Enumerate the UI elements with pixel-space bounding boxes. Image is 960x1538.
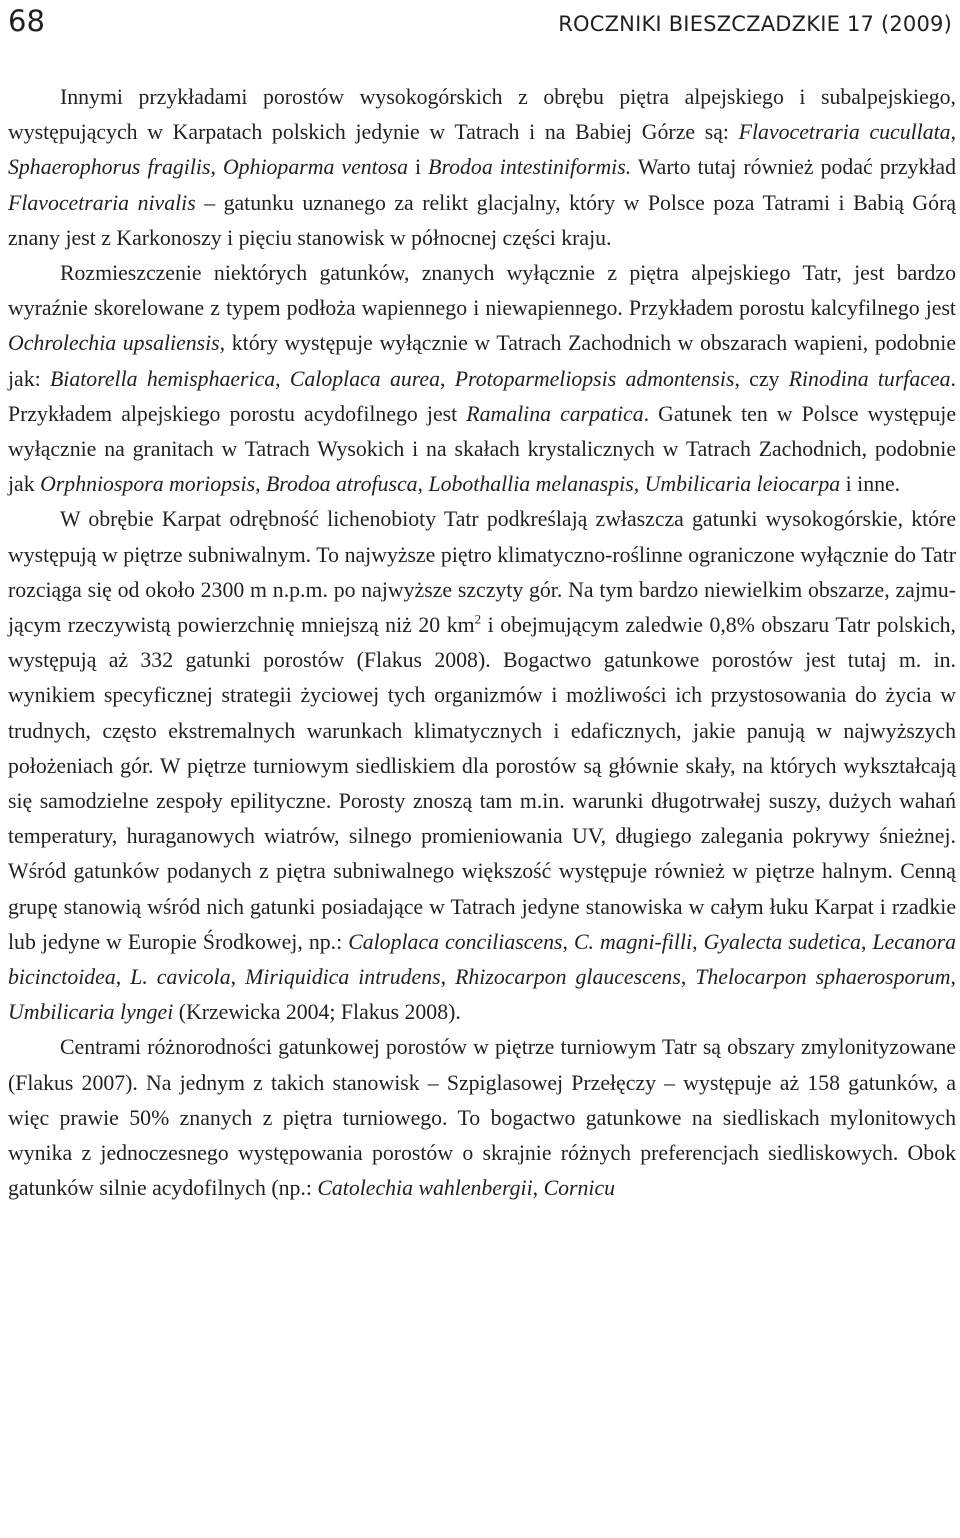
species-name: Brodoa atrofusca xyxy=(265,472,418,497)
text-run: i xyxy=(407,155,429,180)
article-body xyxy=(8,80,956,1207)
text-run: , xyxy=(633,472,645,497)
species-name: Rinodina turfacea xyxy=(788,366,951,391)
paragraph xyxy=(8,1030,956,1206)
text-run: , xyxy=(562,929,574,954)
species-name: Caloplaca aurea xyxy=(289,366,441,391)
page-number: 68 xyxy=(8,4,45,38)
species-name: Catolechia wahlenbergii xyxy=(317,1176,533,1201)
text-run: i inne. xyxy=(840,472,901,497)
species-name: Rhizocarpon glaucescens xyxy=(455,965,681,990)
paragraph xyxy=(8,80,956,256)
page-header xyxy=(0,0,960,70)
text-run: W obrębie Karpat odrębność lichenobioty Tatr podkreślają zwłaszcza gatunki wysokogórskie, które występują w piętrze subniwalnym. To najwyższe piętro klimatyczno-roślinne ograniczone wyłącznie do Tatr rozciąga się od około 2300 m n.p.m. po najwyższe szczyty gór. Na tym bardzo niewielkim obszarze, zajmującym rzeczywistą powierzchnię mniejszą niż 20 km xyxy=(8,507,956,638)
text-run: , xyxy=(440,366,455,391)
text-run: , xyxy=(230,965,246,990)
text-run: , xyxy=(210,155,223,180)
paragraph xyxy=(8,256,956,502)
species-name: C. magni-filli xyxy=(573,929,693,954)
text-run: – gatunku uznanego za relikt glacjalny, który w Polsce poza Tatrami i Babią Górą znany jest z Karkonoszy i pięciu stanowisk w północnej części kraju. xyxy=(8,190,957,250)
text-run: , xyxy=(115,965,131,990)
text-run: , xyxy=(950,120,957,145)
species-name: Flavocetraria nivalis xyxy=(8,190,196,215)
species-name: Biatorella hemisphaerica xyxy=(49,366,276,391)
species-name: Miriquidica intrudens xyxy=(245,965,441,990)
species-name: Thelocarpon sphaerosporum xyxy=(695,965,951,990)
text-run: (Krzewicka 2004; Flakus 2008). xyxy=(173,1000,461,1025)
text-run: . Gatunek ten w Polsce występuje wyłącznie na granitach w Tatrach Wysokich i na skałach krystalicznych w Tatrach Zachodnich, podobnie jak xyxy=(8,401,957,497)
species-name: Lecanora bicinctoidea xyxy=(8,929,956,990)
superscript: 2 xyxy=(474,611,482,627)
species-name: Gyalecta sudetica xyxy=(703,929,861,954)
text-run: , xyxy=(417,472,429,497)
text-run: , xyxy=(440,965,456,990)
text-run: , który występuje wyłącznie w Tatrach Zachodnich w obszarach wapieni, podobnie jak: xyxy=(8,331,956,391)
species-name: Ramalina carpatica xyxy=(466,401,644,426)
text-run: Rozmieszczenie niektórych gatunków, znanych wyłącznie z piętra alpejskiego Tatr, jest bardzo wyraźnie skorelowane z typem podłoża wapiennego i niewapiennego. Przykładem porostu kalcyfilnego jest xyxy=(8,261,956,321)
species-name: Umbilicaria lyngei xyxy=(8,1000,174,1025)
species-name: Brodoa intestiniformis. xyxy=(428,155,632,180)
species-name: Protoparmeliopsis admontensis xyxy=(454,366,735,391)
text-run: Innymi przykładami porostów wysokogórskich z obrębu piętra alpejskiego i subalpejskiego, występujących w Karpatach polskich jedynie w Tatrach i na Babiej Górze są: xyxy=(8,85,956,145)
species-name: Flavocetraria cucullata xyxy=(738,120,951,145)
species-name: Ophioparma ventosa xyxy=(222,155,408,180)
text-run: Centrami różnorodności gatunkowej porostów w piętrze turniowym Tatr są obszary zmylonityzowane (Flakus 2007). Na jednym z takich stanowisk – Szpiglasowej Przełęczy – występuje aż 158 gatunków, a więc prawie 50% znanych z piętra turniowego. To bogactwo gatunkowe na siedliskach mylonitowych wynika z jednoczesnego występowania porostów o skrajnie różnych preferencjach siedliskowych. Obok gatunków silnie acydofilnych (np.: xyxy=(8,1035,956,1201)
species-name: Caloplaca conciliascens xyxy=(348,929,563,954)
text-run: . Przykładem alpejskiego porostu acydofilnego jest xyxy=(8,366,956,426)
text-run: i obejmującym zaledwie 0,8% obszaru Tatr polskich, występują aż 332 gatunki porostów (Flakus 2008). Bogactwo gatunkowe porostów jest tutaj m. in. wynikiem specyficznej strategii życiowej tych organizmów i możliwości ich przystosowania do życia w trudnych, często ekstremalnych warunkach klimatycznych i edaficznych, jakie panują w najwyższych położeniach gór. W piętrze turniowym siedliskiem dla porostów są głównie skały, na których wykształcają się samodzielne zespoły epilityczne. Porosty znoszą tam m.in. warunki długotrwałej suszy, dużych wahań temperatury, huraganowych wiatrów, silnego promieniowania UV, długiego zalegania pokrywy śnieżnej. Wśród gatunków podanych z piętra subniwalnego większość występuje również w piętrze halnym. Cenną grupę stanowią wśród nich gatunki posiadające w Tatrach jedyne stanowiska w całym łuku Karpat i rzadkie lub jedyne w Europie Środkowej, np.: xyxy=(8,613,956,954)
species-name: Umbilicaria leiocarpa xyxy=(644,472,841,497)
species-name: Sphaerophorus fragilis xyxy=(8,155,211,180)
text-run: , xyxy=(680,965,696,990)
journal-running-title: ROCZNIKI BIESZCZADZKIE 17 (2009) xyxy=(558,12,952,36)
paragraph xyxy=(8,502,956,1030)
text-run: , xyxy=(692,929,704,954)
species-name: Ochrolechia upsaliensis xyxy=(8,331,220,356)
text-run: , xyxy=(532,1176,544,1201)
text-run: , xyxy=(860,929,873,954)
text-run: , czy xyxy=(734,366,789,391)
text-run: , xyxy=(255,472,266,497)
text-run: , xyxy=(275,366,290,391)
species-name: Orphniospora moriopsis xyxy=(40,472,256,497)
species-name: Cornicu xyxy=(543,1176,616,1201)
text-run: Warto tutaj również podać przykład xyxy=(631,155,956,180)
species-name: L. cavicola xyxy=(130,965,231,990)
species-name: Lobothallia melanaspis xyxy=(428,472,634,497)
text-run: , xyxy=(950,965,956,990)
